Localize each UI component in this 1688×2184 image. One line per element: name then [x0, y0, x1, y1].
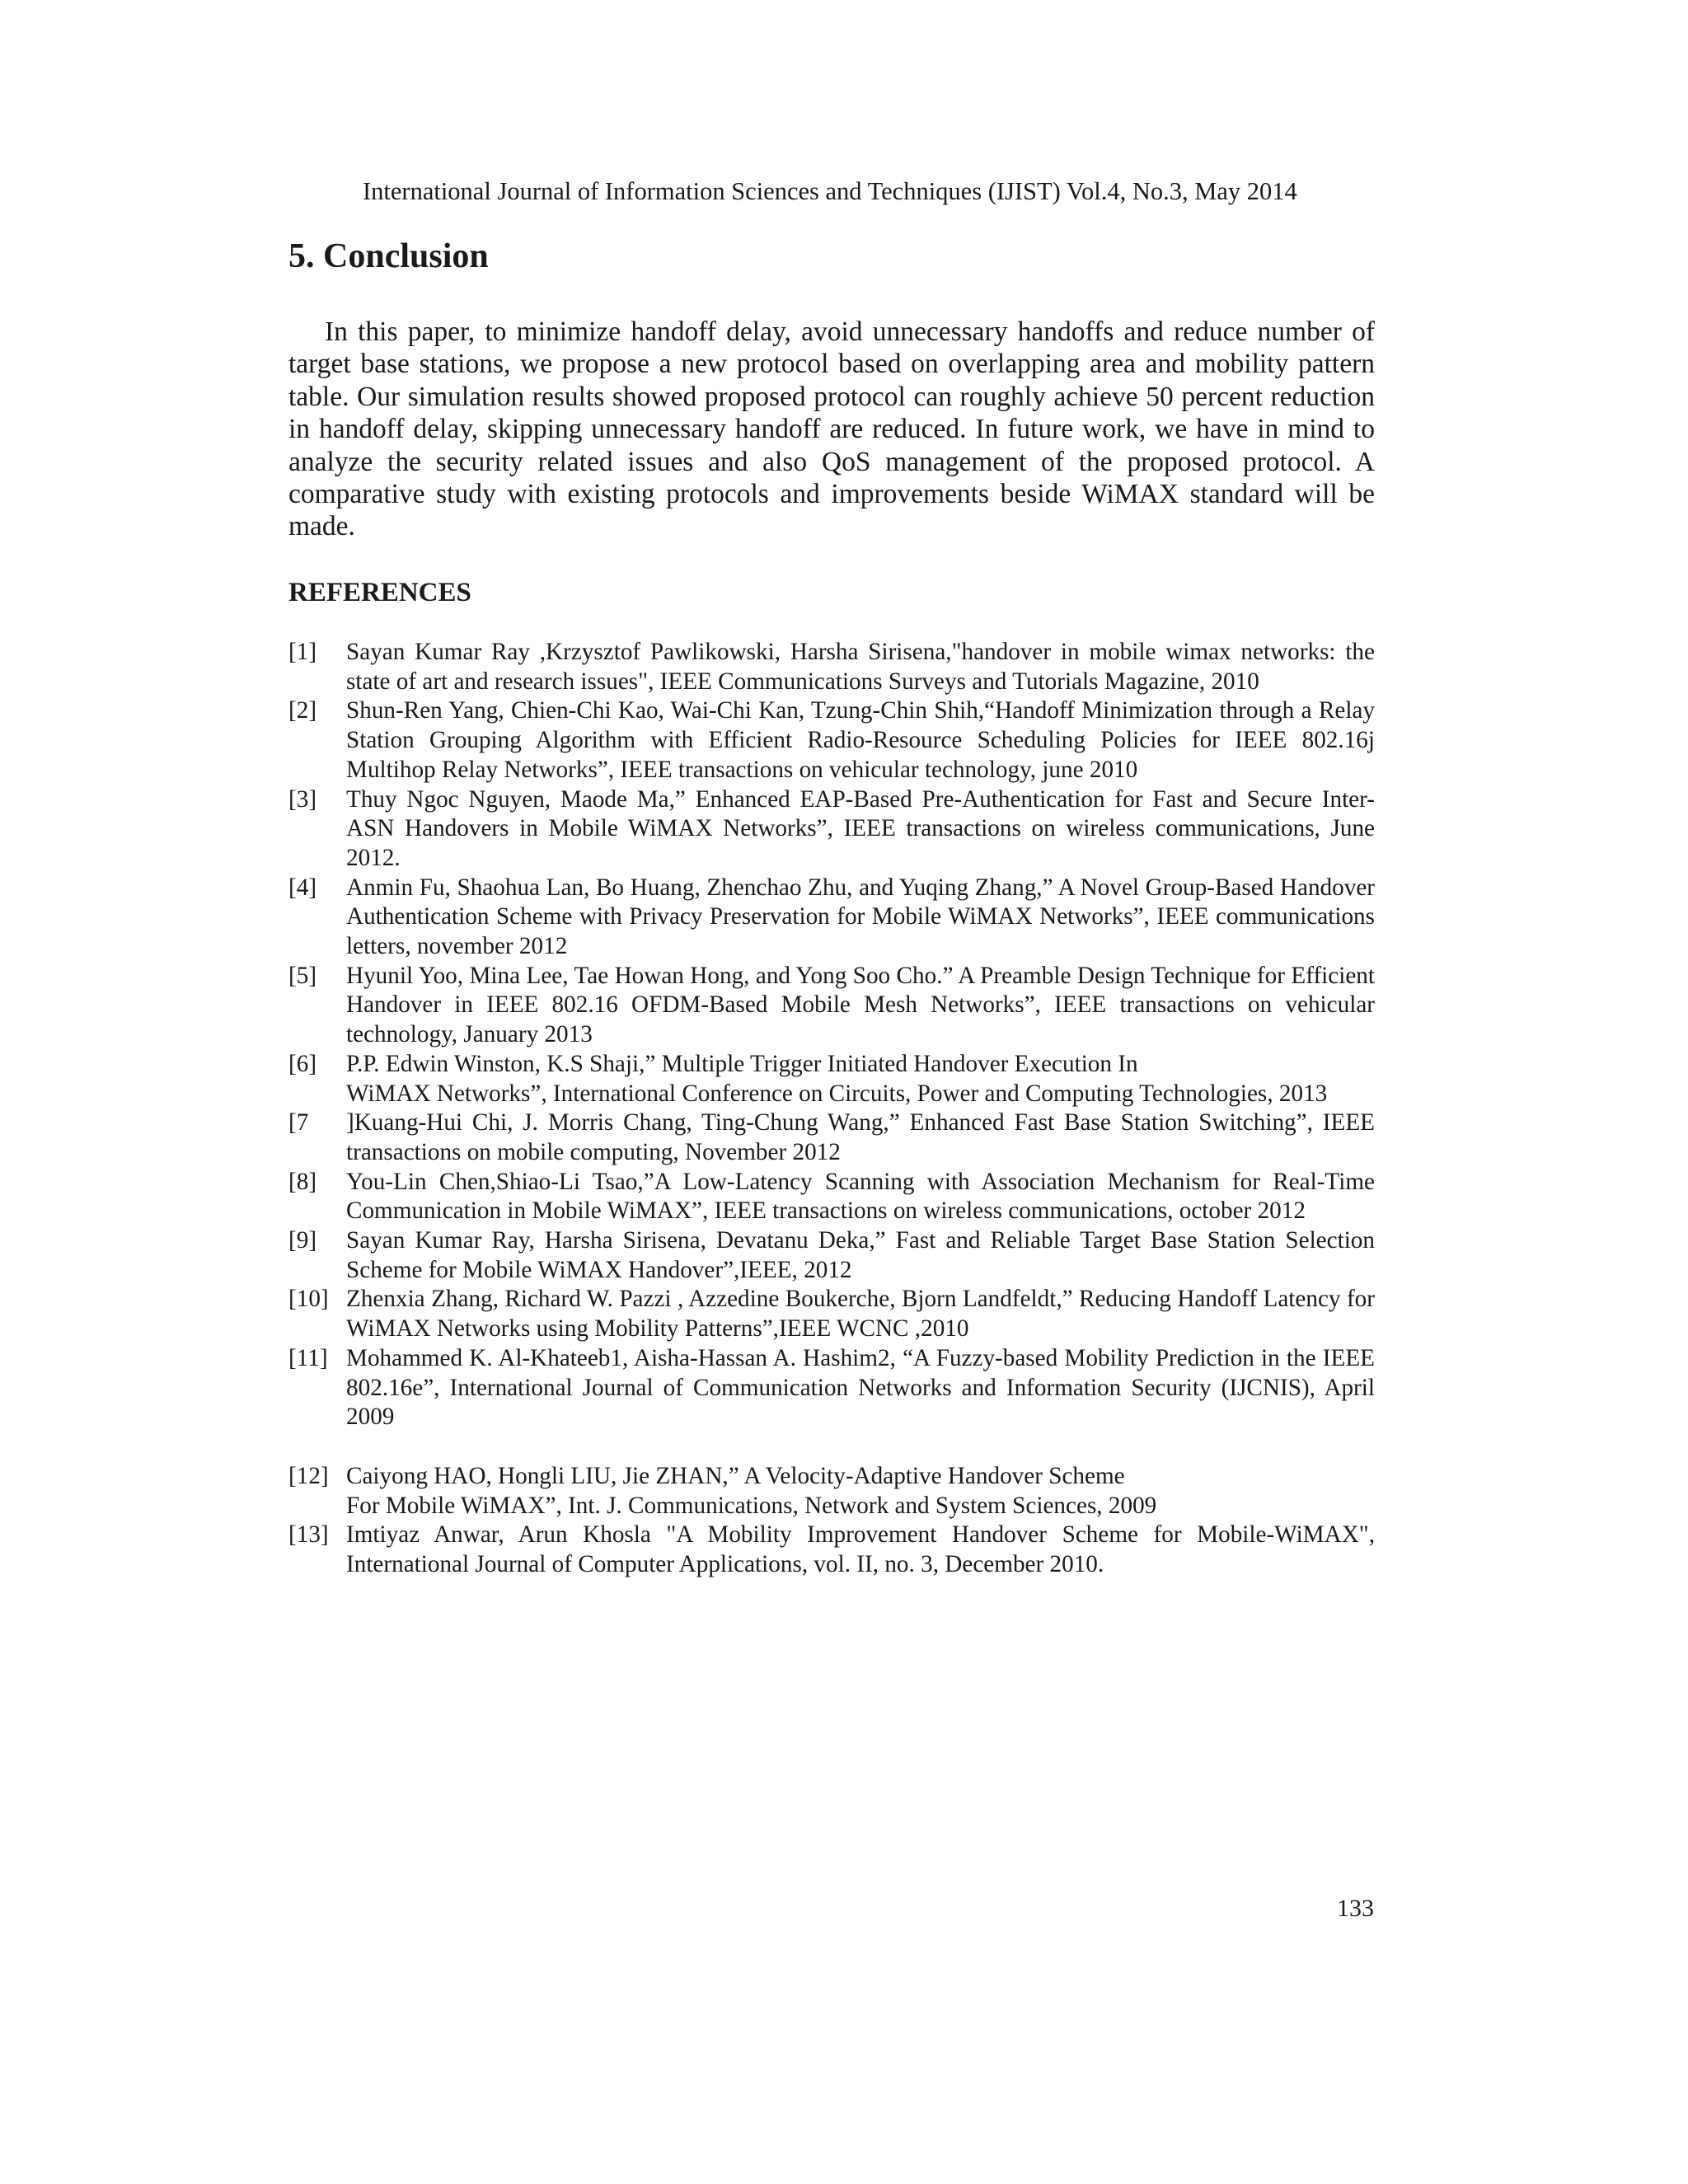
reference-text: Zhenxia Zhang, Richard W. Pazzi , Azzedine Boukerche, Bjorn Landfeldt,” Reducing Handoff Latency for WiMAX Networks using Mobility Patterns”,IEEE WCNC ,2010: [346, 1286, 1375, 1343]
reference-number: [2]: [288, 697, 317, 724]
reference-number: [7: [288, 1109, 309, 1137]
reference-number: [6]: [288, 1050, 317, 1077]
reference-number: [4]: [288, 874, 317, 901]
reference-number: [13]: [288, 1521, 329, 1549]
reference-line: P.P. Edwin Winston, K.S Shaji,” Multiple Trigger Initiated Handover Execution In: [346, 1050, 1138, 1077]
reference-text: Sayan Kumar Ray, Harsha Sirisena, Devatanu Deka,” Fast and Reliable Target Base Station Selection Scheme for Mobile WiMAX Handover”,IEEE, 2012: [346, 1227, 1375, 1283]
reference-text: Imtiyaz Anwar, Arun Khosla "A Mobility Improvement Handover Scheme for Mobile-WiMAX", International Journal of Computer Applications, vol. II, no. 3, December 2010.: [346, 1521, 1375, 1578]
page-number: 133: [1337, 1895, 1374, 1922]
reference-text: Anmin Fu, Shaohua Lan, Bo Huang, Zhenchao Zhu, and Yuqing Zhang,” A Novel Group-Based Handover Authentication Scheme with Privacy Preservation for Mobile WiMAX Networks”, IEEE communications letters, november 2012: [346, 874, 1375, 960]
reference-line: WiMAX Networks”, International Conference on Circuits, Power and Computing Technologies, 2013: [346, 1080, 1328, 1107]
reference-text: Hyunil Yoo, Mina Lee, Tae Howan Hong, and Yong Soo Cho.” A Preamble Design Technique for Efficient Handover in IEEE 802.16 OFDM-Based Mobile Mesh Networks”, IEEE transactions on vehicular technology, January 2013: [346, 962, 1375, 1048]
reference-item: [288, 874, 1375, 962]
reference-item: [288, 1344, 1375, 1432]
reference-item: [288, 1108, 1375, 1167]
reference-item: [288, 1521, 1375, 1579]
reference-number: [5]: [288, 962, 317, 989]
reference-number: [11]: [288, 1344, 328, 1371]
reference-text: Thuy Ngoc Nguyen, Maode Ma,” Enhanced EAP-Based Pre-Authentication for Fast and Secure Inter-ASN Handovers in Mobile WiMAX Networks”, IEEE transactions on wireless communications, June 2012.: [346, 785, 1375, 871]
reference-item: [288, 785, 1375, 874]
conclusion-paragraph: In this paper, to minimize handoff delay, avoid unnecessary handoffs and reduce number of target base stations, we propose a new protocol based on overlapping area and mobility pattern table. Our simulation results showed proposed protocol can roughly achieve 50 percent reduction in handoff delay, skipping unnecessary handoff are reduced. In future work, we have in mind to analyze the security related issues and also QoS management of the proposed protocol. A comparative study with existing protocols and improvements beside WiMAX standard will be made.: [288, 316, 1375, 542]
reference-number: [8]: [288, 1168, 317, 1195]
reference-text: Shun-Ren Yang, Chien-Chi Kao, Wai-Chi Kan, Tzung-Chin Shih,“Handoff Minimization through a Relay Station Grouping Algorithm with Efficient Radio-Resource Scheduling Policies for IEEE 802.16j Multihop Relay Networks”, IEEE transactions on vehicular technology, june 2010: [346, 697, 1375, 783]
reference-item: [288, 1285, 1375, 1343]
reference-number: [9]: [288, 1227, 317, 1254]
reference-item: [288, 696, 1375, 785]
reference-number: [1]: [288, 639, 317, 665]
section-heading: 5. Conclusion: [288, 237, 489, 275]
reference-number: [12]: [288, 1462, 329, 1489]
reference-line: For Mobile WiMAX”, Int. J. Communications, Network and System Sciences, 2009: [346, 1492, 1157, 1519]
reference-text: You-Lin Chen,Shiao-Li Tsao,”A Low-Latency Scanning with Association Mechanism for Real-Time Communication in Mobile WiMAX”, IEEE transactions on wireless communications, october 2012: [346, 1168, 1375, 1225]
reference-text: Sayan Kumar Ray ,Krzysztof Pawlikowski, Harsha Sirisena,"handover in mobile wimax networks: the state of art and research issues", IEEE Communications Surveys and Tutorials Magazine, 2010: [346, 639, 1375, 695]
reference-text: [346, 1050, 1375, 1108]
references-heading: REFERENCES: [288, 578, 471, 607]
reference-item: [288, 1168, 1375, 1226]
reference-item: [288, 638, 1375, 696]
reference-item: [288, 962, 1375, 1050]
reference-list: [288, 638, 1375, 1580]
reference-text: Mohammed K. Al-Khateeb1, Aisha-Hassan A. Hashim2, “A Fuzzy-based Mobility Prediction in the IEEE 802.16e”, International Journal of Communication Networks and Information Security (IJCNIS), April 2009: [346, 1344, 1375, 1431]
reference-number: [10]: [288, 1286, 329, 1313]
reference-item: [288, 1050, 1375, 1108]
reference-text: ]Kuang-Hui Chi, J. Morris Chang, Ting-Chung Wang,” Enhanced Fast Base Station Switching”, IEEE transactions on mobile computing, November 2012: [346, 1109, 1375, 1165]
reference-item: [288, 1462, 1375, 1521]
reference-text: [346, 1462, 1375, 1521]
reference-line: Caiyong HAO, Hongli LIU, Jie ZHAN,” A Velocity-Adaptive Handover Scheme: [346, 1462, 1125, 1489]
reference-number: [3]: [288, 785, 317, 813]
reference-item: [288, 1226, 1375, 1285]
running-header: International Journal of Information Sciences and Techniques (IJIST) Vol.4, No.3, May 2014: [363, 177, 1297, 205]
